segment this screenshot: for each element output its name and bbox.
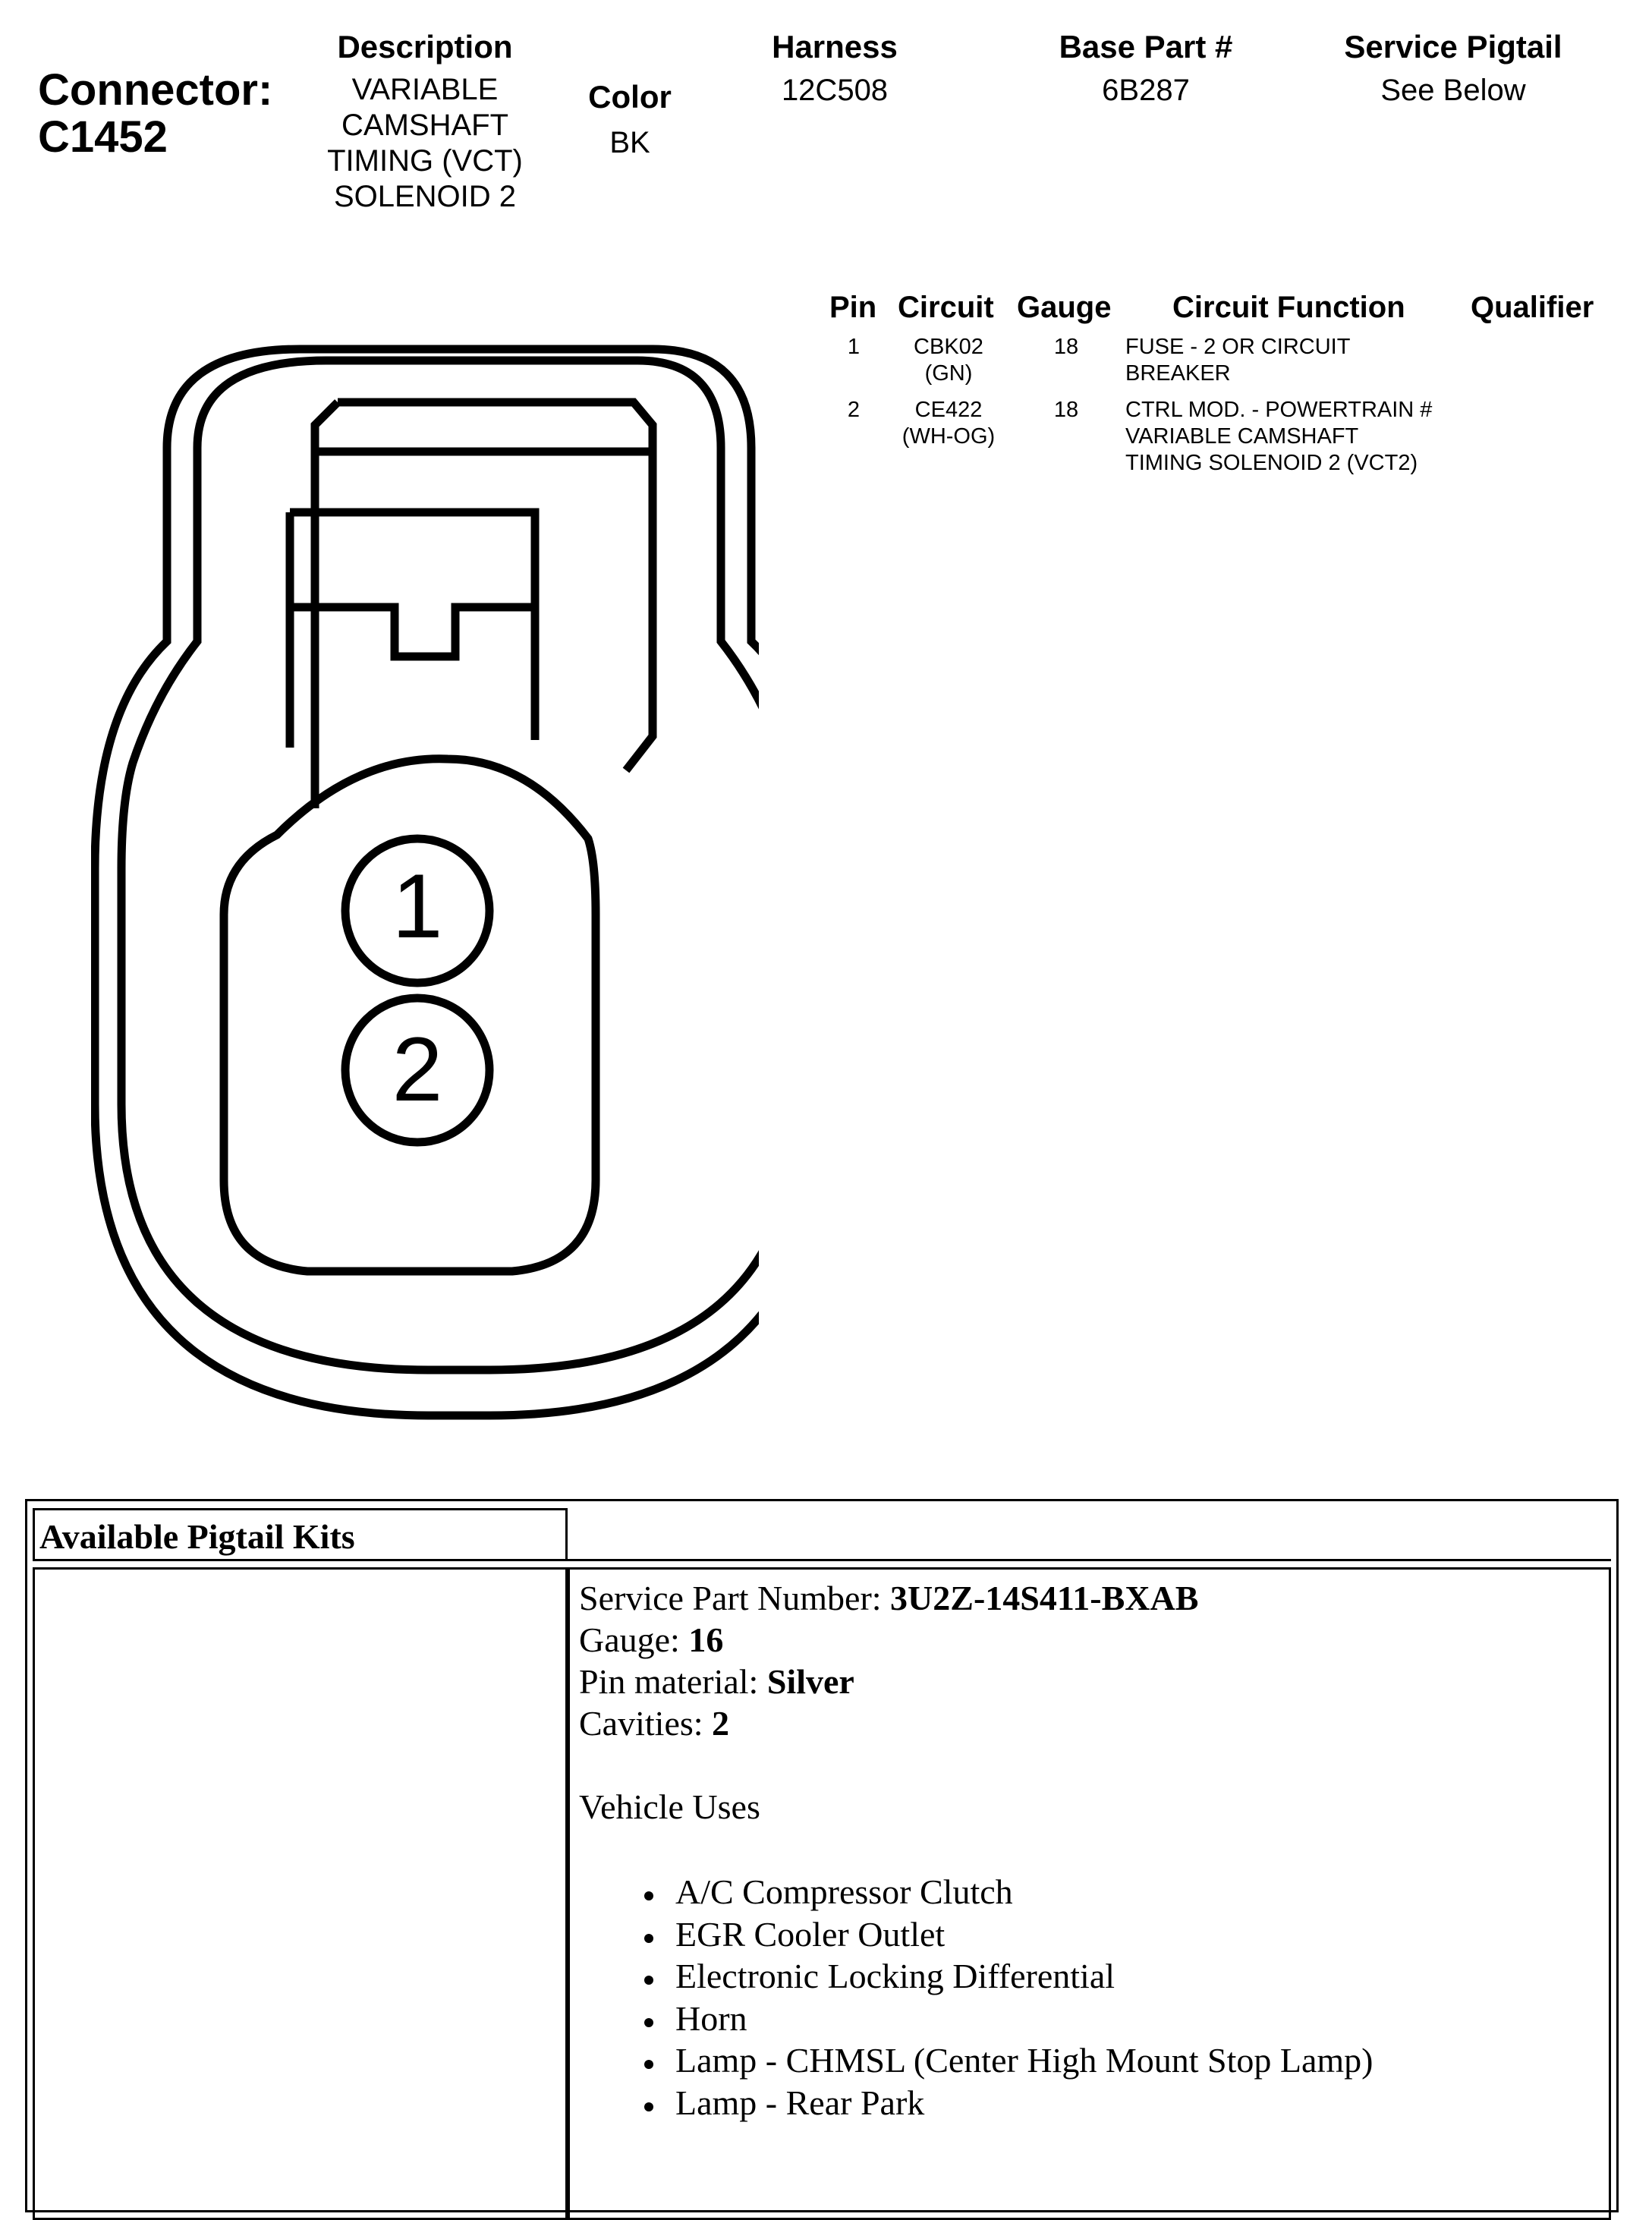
gauge-header: Gauge: [1017, 291, 1112, 324]
function-line: BREAKER: [1125, 361, 1231, 386]
latch-notch: [290, 607, 535, 657]
service-pigtail-value: See Below: [1380, 74, 1526, 107]
pin-material-label: Pin material:: [579, 1662, 767, 1701]
pin-1: [345, 839, 489, 983]
description-line: SOLENOID 2: [333, 180, 517, 213]
list-item: Electronic Locking Differential: [579, 1955, 1373, 1998]
connector-title: [38, 67, 272, 161]
description-line: CAMSHAFT: [341, 109, 508, 142]
circuit-color: (GN): [924, 361, 973, 386]
function-line: VARIABLE CAMSHAFT: [1125, 424, 1359, 449]
circuit-function-cell: [1125, 397, 1432, 477]
pin-header: Pin: [829, 291, 877, 324]
list-item: Lamp - Rear Park: [579, 2082, 1373, 2124]
circuit-code: CE422: [914, 398, 983, 422]
circuit-cell: [884, 397, 1013, 450]
gauge-value: 16: [688, 1620, 724, 1659]
pin-material-value: Silver: [766, 1662, 854, 1701]
cavities-value: 2: [712, 1704, 730, 1743]
pigtail-image-cell: [33, 1567, 568, 2220]
connector-face-diagram: [91, 338, 759, 1438]
cavities-label: Cavities:: [579, 1704, 713, 1743]
gauge-line: [579, 1619, 1373, 1661]
service-part-line: [579, 1577, 1373, 1619]
service-pigtail-label: Service Pigtail: [1344, 29, 1562, 65]
circuit-header: Circuit: [898, 291, 994, 324]
list-item: Horn: [579, 1998, 1373, 2040]
pin-material-line: [579, 1661, 1373, 1702]
gauge-label: Gauge:: [579, 1620, 689, 1659]
cavities-line: [579, 1702, 1373, 1744]
circuit-function-cell: [1125, 334, 1350, 387]
pin-number: 2: [847, 398, 861, 422]
description-line: TIMING (VCT): [327, 144, 523, 178]
description-value: [288, 72, 562, 215]
function-line: TIMING SOLENOID 2 (VCT2): [1125, 451, 1418, 475]
pigtail-kits-title: Available Pigtail Kits: [33, 1508, 568, 1561]
pigtail-details-cell: [568, 1567, 1611, 2220]
connector-id: C1452: [38, 112, 168, 162]
pin-number: 1: [847, 335, 861, 359]
pin-1-label: 1: [392, 855, 443, 957]
latch-frame: [338, 402, 653, 770]
harness-value: 12C508: [781, 74, 889, 107]
color-label: Color: [588, 79, 672, 115]
circuit-code: CBK02: [914, 335, 983, 359]
qualifier-header: Qualifier: [1471, 291, 1594, 324]
circuit-color: (WH-OG): [902, 424, 996, 449]
description-label: Description: [337, 29, 513, 65]
description-line: VARIABLE: [351, 73, 499, 106]
base-part-label: Base Part #: [1059, 29, 1233, 65]
harness-label: Harness: [772, 29, 898, 65]
service-part-label: Service Part Number:: [579, 1579, 891, 1617]
pin-2: [345, 998, 489, 1142]
service-part-number: 3U2Z-14S411-BXAB: [890, 1579, 1199, 1617]
latch-window: [290, 512, 535, 740]
list-item: EGR Cooler Outlet: [579, 1913, 1373, 1956]
gauge-cell: 18: [1053, 398, 1079, 422]
color-value: BK: [609, 126, 650, 159]
pigtail-header-spacer: [568, 1508, 1611, 1561]
circuit-function-header: Circuit Function: [1172, 291, 1405, 324]
vehicle-uses-label: Vehicle Uses: [579, 1787, 760, 1826]
circuit-cell: [884, 334, 1013, 387]
gauge-cell: 18: [1053, 335, 1079, 359]
function-line: CTRL MOD. - POWERTRAIN #: [1125, 398, 1433, 422]
connector-label: Connector:: [38, 65, 273, 115]
base-part-value: 6B287: [1102, 74, 1190, 107]
list-item: Lamp - CHMSL (Center High Mount Stop Lamp): [579, 2039, 1373, 2082]
pin-2-label: 2: [392, 1019, 443, 1120]
function-line: FUSE - 2 OR CIRCUIT: [1125, 335, 1351, 359]
vehicle-uses-list: [579, 1871, 1373, 2124]
list-item: A/C Compressor Clutch: [579, 1871, 1373, 1913]
